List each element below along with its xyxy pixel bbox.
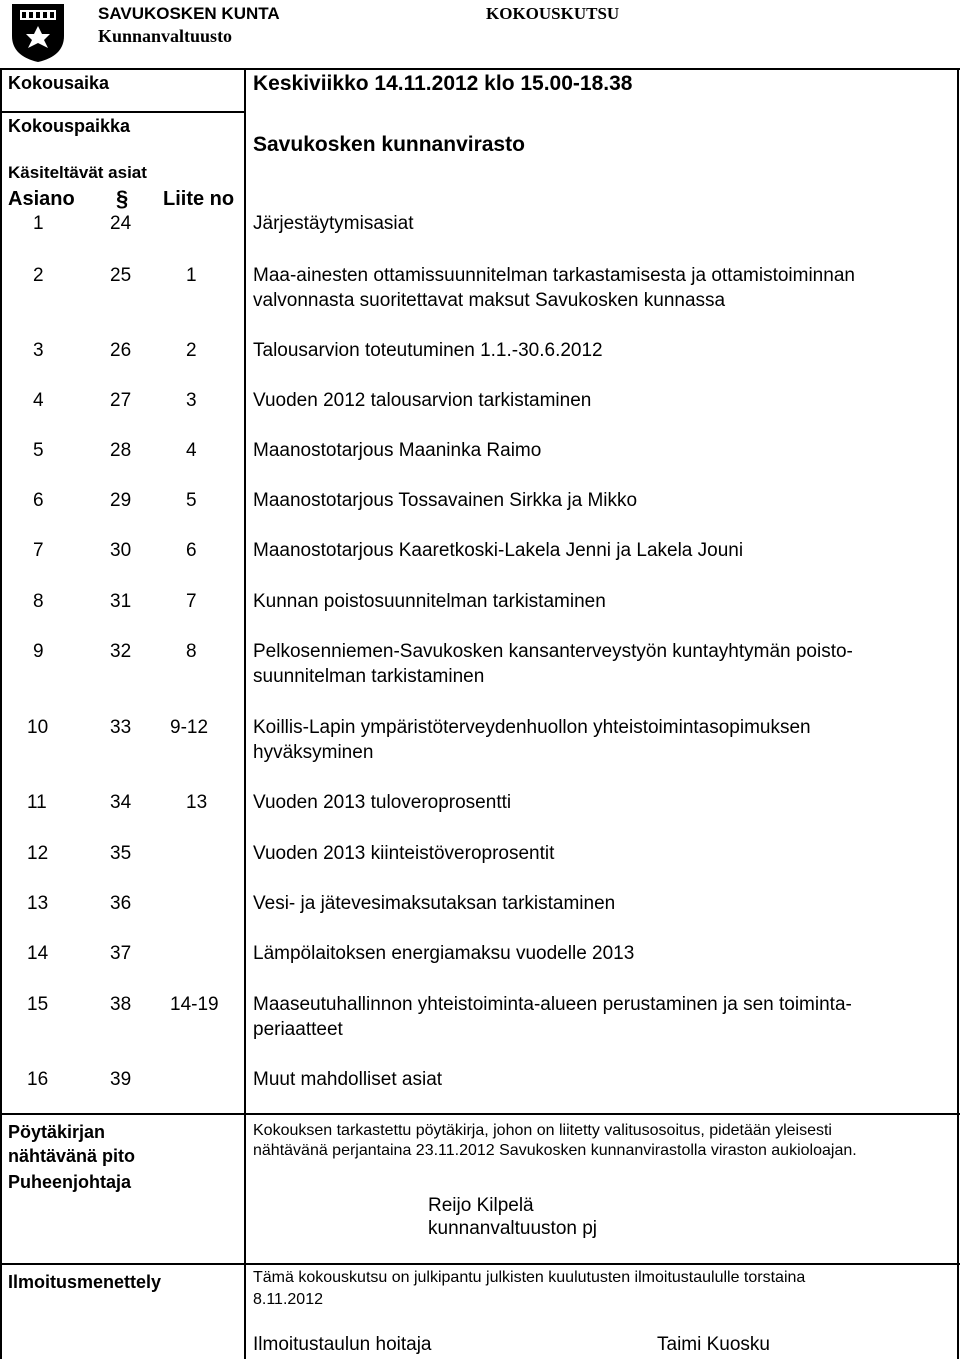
item-section-number: 29 (110, 490, 132, 511)
chairman-name: Reijo Kilpelä (428, 1195, 534, 1216)
items-end-line (0, 1113, 960, 1115)
municipality-name: SAVUKOSKEN KUNTA (98, 4, 280, 23)
column-divider (244, 68, 246, 1359)
protocol-text-2: nähtävänä perjantaina 23.11.2012 Savukosken kunnanvirastolla viraston aukioloajan. (253, 1142, 857, 1159)
item-section-number: 33 (110, 717, 132, 738)
item-section-number: 30 (110, 540, 132, 561)
item-section-number: 32 (110, 641, 132, 662)
item-title-line-1: Kunnan poistosuunnitelman tarkistaminen (253, 591, 606, 612)
item-attachment: 2 (186, 340, 197, 361)
item-asiano: 16 (27, 1069, 49, 1090)
item-title-line-1: Vesi- ja jätevesimaksutaksan tarkistaminen (253, 893, 616, 914)
item-attachment: 13 (186, 792, 208, 813)
municipality-crest (10, 2, 66, 64)
item-asiano: 7 (33, 540, 44, 561)
item-title-line-1: Vuoden 2013 tuloveroprosentti (253, 792, 512, 813)
item-title-line-2: valvonnasta suoritettavat maksut Savukosken kunnassa (253, 290, 726, 311)
item-section-number: 24 (110, 213, 132, 234)
item-section-number: 25 (110, 265, 132, 286)
protocol-end-line (0, 1263, 960, 1265)
item-asiano: 6 (33, 490, 44, 511)
meeting-time-underline (0, 111, 244, 113)
protocol-label-2: nähtävänä pito (8, 1146, 136, 1166)
item-asiano: 11 (27, 792, 47, 813)
item-attachment: 9-12 (170, 717, 209, 738)
item-section-number: 36 (110, 893, 132, 914)
item-section-number: 31 (110, 591, 132, 612)
item-section-number: 34 (110, 792, 132, 813)
item-asiano: 9 (33, 641, 44, 662)
item-attachment: 8 (186, 641, 197, 662)
notice-text-2: 8.11.2012 (253, 1291, 323, 1308)
item-asiano: 10 (27, 717, 49, 738)
item-title-line-1: Maaseutuhallinnon yhteistoiminta-alueen perustaminen ja sen toiminta- (253, 994, 852, 1015)
item-title-line-2: periaatteet (253, 1019, 343, 1040)
item-title-line-2: suunnitelman tarkistaminen (253, 666, 485, 687)
item-asiano: 1 (33, 213, 44, 234)
item-title-line-1: Lämpölaitoksen energiamaksu vuodelle 2013 (253, 943, 635, 964)
meeting-place-value: Savukosken kunnanvirasto (253, 133, 525, 156)
item-section-number: 27 (110, 390, 132, 411)
item-section-number: 35 (110, 843, 132, 864)
item-asiano: 14 (27, 943, 49, 964)
item-section-number: 39 (110, 1069, 132, 1090)
frame-left (0, 68, 2, 1359)
item-section-number: 38 (110, 994, 132, 1015)
item-title-line-2: hyväksyminen (253, 742, 374, 763)
meeting-time-value: Keskiviikko 14.11.2012 klo 15.00-18.38 (253, 72, 633, 95)
notice-keeper-name: Taimi Kuosku (657, 1334, 770, 1355)
item-section-number: 37 (110, 943, 132, 964)
item-asiano: 13 (27, 893, 49, 914)
item-title-line-1: Koillis-Lapin ympäristöterveydenhuollon yhteistoimintasopimuksen (253, 717, 811, 738)
notice-text-1: Tämä kokouskutsu on julkipantu julkisten kuulutusten ilmoitustaululle torstaina (253, 1269, 806, 1286)
frame-top (0, 68, 960, 70)
section-sign-icon: § (116, 186, 129, 211)
frame-right (957, 68, 959, 1359)
item-attachment: 5 (186, 490, 197, 511)
item-attachment: 7 (186, 591, 197, 612)
document-type: KOKOUSKUTSU (486, 4, 620, 23)
item-attachment: 3 (186, 390, 197, 411)
item-asiano: 2 (33, 265, 44, 286)
item-title-line-1: Maanostotarjous Tossavainen Sirkka ja Mikko (253, 490, 638, 511)
item-title-line-1: Maanostotarjous Kaaretkoski-Lakela Jenni ja Lakela Jouni (253, 540, 744, 561)
notice-label: Ilmoitusmenettely (8, 1272, 162, 1292)
item-title-line-1: Vuoden 2013 kiinteistöveroprosentit (253, 843, 555, 864)
item-attachment: 14-19 (170, 994, 219, 1015)
item-asiano: 5 (33, 440, 44, 461)
item-title-line-1: Maa-ainesten ottamissuunnitelman tarkastamisesta ja ottamistoiminnan (253, 265, 855, 286)
protocol-text-1: Kokouksen tarkastettu pöytäkirja, johon on liitetty valitusosoitus, pidetään yleisesti (253, 1122, 832, 1139)
council-name: Kunnanvaltuusto (98, 26, 233, 46)
item-asiano: 3 (33, 340, 44, 361)
items-section-label: Käsiteltävät asiat (8, 163, 147, 182)
item-attachment: 6 (186, 540, 197, 561)
item-section-number: 26 (110, 340, 132, 361)
item-title-line-1: Pelkosenniemen-Savukosken kansanterveystyön kuntayhtymän poisto- (253, 641, 853, 662)
meeting-time-label: Kokousaika (8, 73, 110, 93)
meeting-place-label: Kokouspaikka (8, 116, 131, 136)
item-title-line-1: Maanostotarjous Maaninka Raimo (253, 440, 542, 461)
chairman-title: kunnanvaltuuston pj (428, 1218, 598, 1239)
item-title-line-1: Muut mahdolliset asiat (253, 1069, 443, 1090)
item-asiano: 8 (33, 591, 44, 612)
item-title-line-1: Vuoden 2012 talousarvion tarkistaminen (253, 390, 592, 411)
protocol-label-1: Pöytäkirjan (8, 1122, 106, 1142)
chairman-label: Puheenjohtaja (8, 1172, 132, 1192)
item-asiano: 15 (27, 994, 49, 1015)
item-attachment: 4 (186, 440, 197, 461)
item-title-line-1: Järjestäytymisasiat (253, 213, 414, 234)
item-title-line-1: Talousarvion toteutuminen 1.1.-30.6.2012 (253, 340, 603, 361)
item-asiano: 12 (27, 843, 49, 864)
item-section-number: 28 (110, 440, 132, 461)
column-header-asiano: Asiano (8, 188, 75, 210)
item-attachment: 1 (186, 265, 197, 286)
item-asiano: 4 (33, 390, 44, 411)
column-header-liite: Liite no (163, 188, 235, 210)
notice-keeper-label: Ilmoitustaulun hoitaja (253, 1334, 432, 1355)
